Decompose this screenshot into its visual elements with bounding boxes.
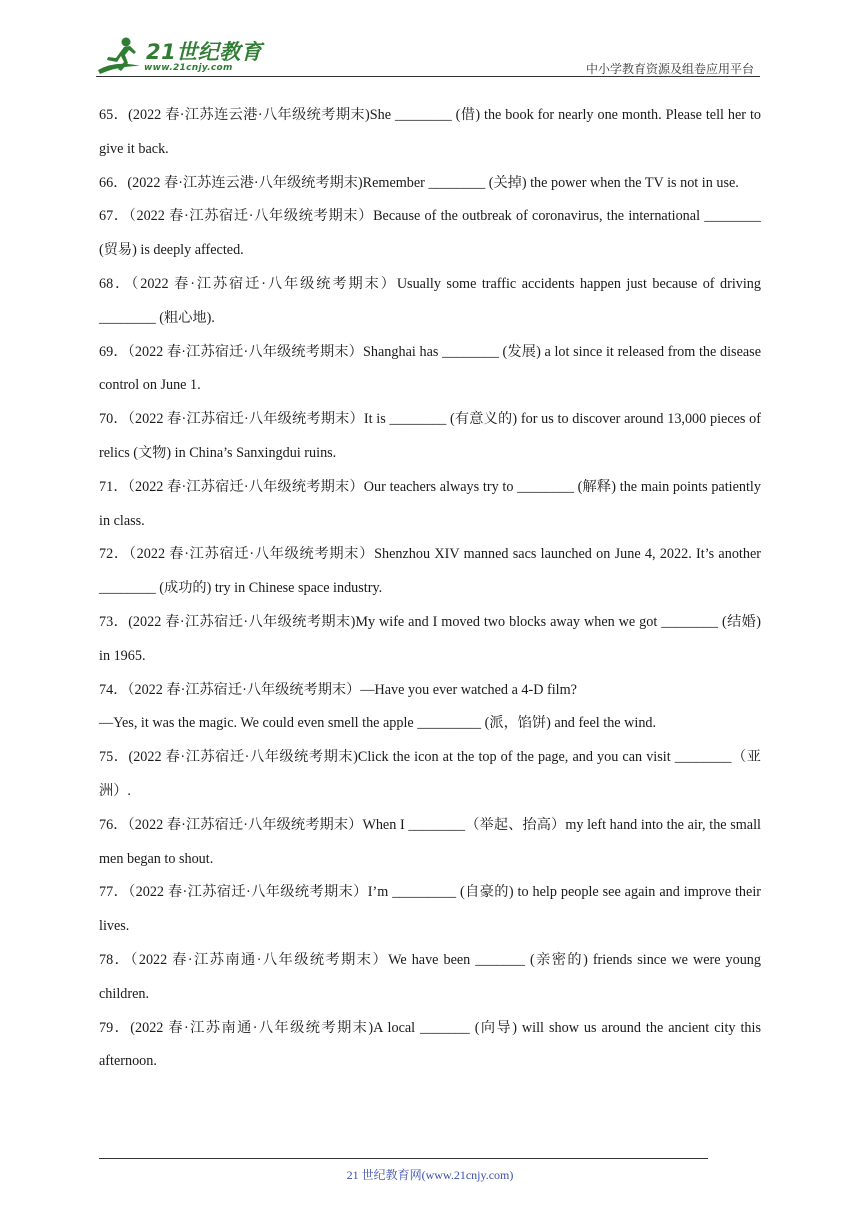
question-number: 78． bbox=[99, 951, 131, 968]
question-source: （2022 春·江苏宿迁·八年级统考期末） bbox=[127, 816, 363, 833]
logo-url: www.21cnjy.com bbox=[144, 63, 233, 73]
question-text: I’m _________ (自豪的) to help people see again and improve their lives. bbox=[99, 884, 761, 935]
question-77 bbox=[99, 876, 761, 944]
question-number: 71． bbox=[99, 478, 128, 495]
question-source: (2022 春·江苏连云港·八年级统考期末) bbox=[128, 107, 370, 123]
question-number: 73． bbox=[99, 613, 129, 630]
question-75 bbox=[99, 741, 761, 809]
question-source: （2022 春·江苏宿迁·八年级统考期末） bbox=[127, 343, 364, 360]
question-text: We have been _______ (亲密的) friends since we were young children. bbox=[99, 951, 761, 1002]
question-text: Remember ________ (关掉) the power when the TV is not in use. bbox=[362, 174, 739, 191]
question-source: (2022 春·江苏宿迁·八年级统考期末) bbox=[128, 749, 358, 766]
question-70 bbox=[99, 403, 761, 471]
question-text: Click the icon at the top of the page, and you can visit ________（亚洲）. bbox=[99, 749, 761, 799]
question-71 bbox=[99, 471, 761, 539]
question-source: (2022 春·江苏南通·八年级统考期末) bbox=[130, 1019, 374, 1036]
question-text: My wife and I moved two blocks away when we got ________ (结婚) in 1965. bbox=[99, 613, 761, 664]
question-74-reply bbox=[99, 707, 761, 741]
question-source: （2022 春·江苏南通·八年级统考期末） bbox=[130, 951, 389, 968]
question-text: Shanghai has ________ (发展) a lot since it released from the disease control on June 1. bbox=[99, 343, 761, 394]
question-source: (2022 春·江苏宿迁·八年级统考期末) bbox=[128, 613, 356, 630]
question-source: （2022 春·江苏宿迁·八年级统考期末） bbox=[128, 546, 375, 563]
question-67 bbox=[99, 200, 761, 268]
question-number: 67． bbox=[99, 208, 129, 225]
question-list bbox=[99, 99, 761, 1079]
question-76 bbox=[99, 809, 761, 877]
question-72 bbox=[99, 538, 761, 606]
question-text: Because of the outbreak of coronavirus, the international ________ (贸易) is deeply affected. bbox=[99, 208, 761, 259]
question-text: It is ________ (有意义的) for us to discover around 13,000 pieces of relics (文物) in China’s Sanxingdui ruins. bbox=[99, 411, 761, 461]
question-text: When I ________（举起、抬高）my left hand into the air, the small men began to shout. bbox=[99, 816, 761, 867]
question-number: 66． bbox=[99, 174, 128, 191]
question-text: Our teachers always try to ________ (解释) the main points patiently in class. bbox=[99, 478, 761, 529]
page-header bbox=[96, 30, 760, 78]
runner-logo-icon bbox=[96, 36, 142, 76]
question-number: 69． bbox=[99, 343, 128, 360]
question-74 bbox=[99, 674, 761, 708]
question-text: A local _______ (向导) will show us around the ancient city this afternoon. bbox=[99, 1019, 761, 1070]
question-65 bbox=[99, 99, 761, 167]
page-footer: 21 世纪教育网(www.21cnjy.com) bbox=[346, 1168, 514, 1182]
question-source: （2022 春·江苏宿迁·八年级统考期末） bbox=[127, 478, 364, 495]
question-number: 74． bbox=[99, 681, 128, 698]
question-source: (2022 春·江苏连云港·八年级统考期末) bbox=[127, 174, 363, 191]
question-66 bbox=[99, 167, 761, 201]
question-text: —Yes, it was the magic. We could even smell the apple _________ (派，馅饼) and feel the wind. bbox=[99, 715, 657, 732]
platform-name: 中小学教育资源及组卷应用平台 bbox=[585, 62, 754, 76]
question-source: （2022 春·江苏宿迁·八年级统考期末） bbox=[128, 208, 374, 225]
footer-divider bbox=[99, 1158, 708, 1159]
question-79 bbox=[99, 1012, 761, 1080]
question-source: （2022 春·江苏宿迁·八年级统考期末） bbox=[128, 884, 368, 901]
question-text: She ________ (借) the book for nearly one month. Please tell her to give it back. bbox=[99, 107, 761, 157]
question-number: 75． bbox=[99, 749, 129, 766]
question-number: 77． bbox=[99, 884, 129, 901]
question-78 bbox=[99, 944, 761, 1012]
question-text: Usually some traffic accidents happen just because of driving ________ (粗心地). bbox=[99, 275, 761, 326]
question-number: 72． bbox=[99, 546, 129, 563]
question-text: Shenzhou XIV manned sacs launched on June 4, 2022. It’s another ________ (成功的) try in Chinese space industry. bbox=[99, 546, 761, 597]
question-73 bbox=[99, 606, 761, 674]
logo bbox=[96, 34, 266, 78]
question-number: 68． bbox=[99, 275, 132, 292]
question-text: —Have you ever watched a 4-D film? bbox=[360, 681, 577, 698]
question-source: （2022 春·江苏宿迁·八年级统考期末） bbox=[131, 275, 397, 292]
question-source: （2022 春·江苏宿迁·八年级统考期末） bbox=[127, 681, 361, 698]
header-divider bbox=[96, 76, 760, 77]
question-69 bbox=[99, 336, 761, 404]
question-number: 79． bbox=[99, 1019, 131, 1036]
question-number: 76． bbox=[99, 816, 128, 833]
question-68 bbox=[99, 268, 761, 336]
logo-title: 21世纪教育 bbox=[146, 40, 263, 64]
question-number: 65． bbox=[99, 107, 129, 123]
question-number: 70． bbox=[99, 411, 128, 428]
question-source: （2022 春·江苏宿迁·八年级统考期末） bbox=[127, 411, 364, 428]
